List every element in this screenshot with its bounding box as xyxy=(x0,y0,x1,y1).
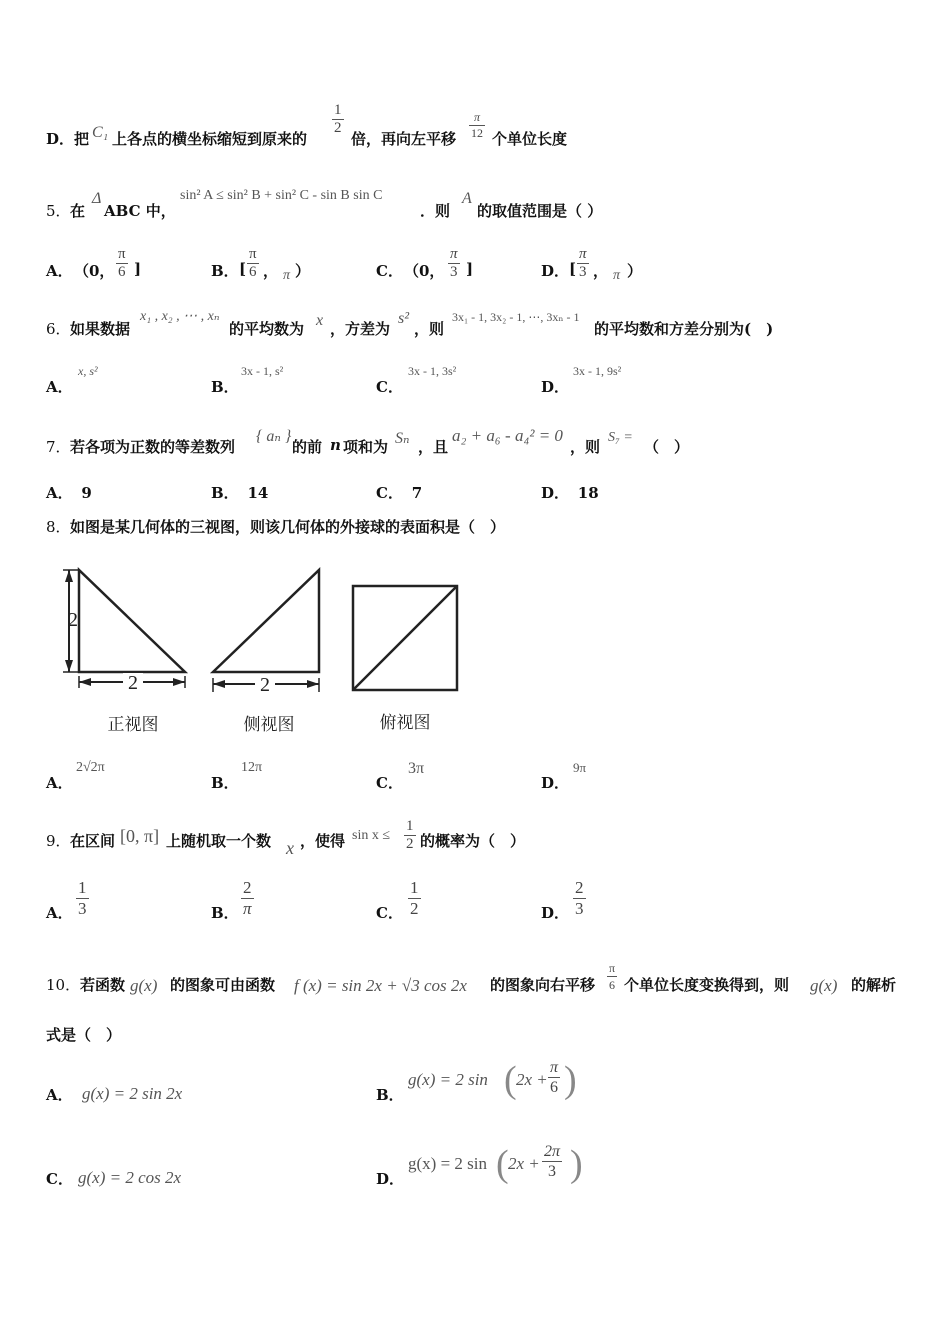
q6-number: 6． xyxy=(46,320,71,338)
q7-text-6: （ ） xyxy=(644,438,690,456)
fraction-denominator: 6 xyxy=(118,264,126,280)
q4-text-4: 个单位长度 xyxy=(492,130,568,148)
fraction-numerator: π xyxy=(249,246,257,262)
q7-condition: a₂ + a₆ - a₄² = 0 xyxy=(452,426,563,445)
q7-option-c[interactable] xyxy=(376,482,422,503)
option-fraction xyxy=(577,246,589,281)
q9-text-3: ，使得 xyxy=(300,832,346,850)
q6-text-3: ，方差为 xyxy=(330,320,391,338)
q9-text-4: 的概率为（ ） xyxy=(420,832,526,850)
q4-text-3: 倍，再向左平移 xyxy=(351,130,457,148)
option-label: C． xyxy=(376,378,403,396)
option-fraction xyxy=(573,878,586,919)
arrow-right xyxy=(307,680,319,688)
option-label: C． xyxy=(46,1170,73,1188)
q10-g2: g(x) xyxy=(810,976,838,995)
option-fraction xyxy=(542,1142,562,1181)
front-dim-h-label: 2 xyxy=(128,672,138,694)
option-pi: π xyxy=(283,268,291,283)
option-label: C． xyxy=(376,262,403,280)
q6-text-2: 的平均数为 xyxy=(229,320,305,338)
option-value: g(x) = 2 cos 2x xyxy=(78,1168,182,1187)
q7-text-2: 的前 xyxy=(292,438,323,456)
arrow-down xyxy=(65,660,73,672)
q7-sn: Sₙ xyxy=(395,430,410,447)
option-value: 3x - 1, s² xyxy=(241,364,284,378)
option-value: 2√2π xyxy=(76,760,105,775)
q10-text-1: 若函数 xyxy=(80,976,126,994)
fraction-denominator: 2 xyxy=(334,120,342,136)
q10-text-2: 的图象可由函数 xyxy=(170,976,276,994)
q6-mean: x xyxy=(316,312,324,329)
q6-data-transformed: 3x₁ - 1, 3x₂ - 1, ⋯, 3xₙ - 1 xyxy=(452,310,580,324)
option-open: [ xyxy=(239,260,247,278)
arrow-left xyxy=(79,678,91,686)
option-comma: ， xyxy=(263,262,279,280)
option-value: 14 xyxy=(247,484,269,502)
q9-condition: sin x ≤ xyxy=(352,828,391,843)
fraction-numerator: π xyxy=(550,1059,559,1076)
option-value: g(x) = 2 sin 2x xyxy=(82,1084,183,1103)
option-value: 3x - 1, 9s² xyxy=(573,364,622,378)
q7-s7: S₇ = xyxy=(608,430,633,445)
fraction-denominator: 3 xyxy=(575,899,584,918)
side-view-triangle xyxy=(213,570,319,672)
top-view-diagonal xyxy=(353,586,457,690)
side-dim-h-label: 2 xyxy=(260,674,270,696)
fraction-denominator: 12 xyxy=(471,126,483,140)
fraction-denominator: 6 xyxy=(249,264,257,280)
option-value: x, s² xyxy=(78,364,98,378)
option-label: A． xyxy=(46,1086,73,1104)
option-label: D． xyxy=(541,774,570,792)
q8-text: 如图是某几何体的三视图，则该几何体的外接球的表面积是（ ） xyxy=(70,518,506,536)
fraction-numerator: 2π xyxy=(544,1143,561,1160)
option-inner: 2x + xyxy=(508,1154,540,1173)
option-label: B． xyxy=(376,1086,404,1104)
arrow-right xyxy=(173,678,185,686)
q9-fraction xyxy=(404,818,416,853)
q7-option-a[interactable] xyxy=(46,482,92,503)
option-close: ） xyxy=(295,262,311,280)
option-open: [ xyxy=(569,260,577,278)
option-close: ] xyxy=(134,260,142,278)
option-value: 18 xyxy=(577,484,599,502)
option-label: A． xyxy=(46,378,73,396)
q9-text-1: 在区间 xyxy=(70,832,116,850)
option-fraction xyxy=(116,246,128,281)
option-label: D． xyxy=(541,904,570,922)
q6-variance: s² xyxy=(398,310,410,327)
option-label: D． xyxy=(541,262,570,280)
fraction-numerator: 1 xyxy=(334,102,342,118)
q7-n: n xyxy=(330,436,341,454)
option-value: 7 xyxy=(411,484,423,502)
q7-text-1: 若各项为正数的等差数列 xyxy=(70,438,236,456)
fraction-numerator: 2 xyxy=(241,878,254,899)
option-function: g(x) = 2 sin xyxy=(408,1070,488,1089)
option-fraction xyxy=(76,878,89,919)
q10-text-5: 的解析 xyxy=(851,976,897,994)
option-value: 9 xyxy=(81,484,92,502)
q6-text-1: 如果数据 xyxy=(70,320,131,338)
option-comma: ， xyxy=(593,262,609,280)
arrow-up xyxy=(65,570,73,582)
q10-shift-fraction xyxy=(607,960,617,993)
fraction-denominator: π xyxy=(243,899,252,918)
fraction-numerator: 2 xyxy=(575,878,584,897)
option-value: 3x - 1, 3s² xyxy=(408,364,457,378)
q5-number: 5． xyxy=(46,202,71,220)
fraction-numerator: π xyxy=(450,246,458,262)
q5-delta: Δ xyxy=(92,190,102,207)
option-pi: π xyxy=(613,268,621,283)
option-function: g(x) = 2 sin xyxy=(408,1154,487,1173)
option-label: D． xyxy=(541,378,570,396)
fraction-numerator: 1 xyxy=(78,878,87,897)
q6-text-5: 的平均数和方差分别为( ) xyxy=(594,320,774,338)
q10-text-3: 的图象向右平移 xyxy=(490,976,596,994)
q4-c1: C₁ xyxy=(92,124,109,141)
option-fraction xyxy=(408,878,421,919)
option-label: A． xyxy=(46,904,73,922)
arrow-left xyxy=(213,680,225,688)
option-fraction xyxy=(247,246,259,281)
fraction-denominator: 3 xyxy=(450,264,458,280)
option-label: A． xyxy=(46,262,73,280)
fraction-numerator: π xyxy=(579,246,587,262)
fraction-numerator: π xyxy=(118,246,126,262)
q10-f: f (x) = sin 2x + √3 cos 2x xyxy=(294,976,467,995)
option-label: B． xyxy=(211,484,239,502)
option-fraction xyxy=(448,246,460,281)
q4-text-2: 上各点的横坐标缩短到原来的 xyxy=(112,130,308,148)
q9-number: 9． xyxy=(46,832,71,850)
fraction-numerator: 1 xyxy=(410,878,419,897)
option-label: B． xyxy=(211,378,239,396)
option-label: D． xyxy=(376,1170,405,1188)
option-close: ] xyxy=(466,260,474,278)
paren-right: ) xyxy=(564,1059,577,1101)
option-label: D． xyxy=(541,484,570,502)
option-label: C． xyxy=(376,484,403,502)
q4-fraction-shift xyxy=(469,110,485,141)
option-label: C． xyxy=(376,904,403,922)
option-value: 3π xyxy=(408,760,425,777)
q4-fraction-half xyxy=(332,102,344,137)
q10-text-4: 个单位长度变换得到，则 xyxy=(624,976,790,994)
option-inner: 2x + xyxy=(516,1070,548,1089)
q5-angle-a: A xyxy=(462,190,472,207)
side-view-caption: 侧视图 xyxy=(243,715,295,735)
front-view-triangle xyxy=(79,570,185,672)
fraction-numerator: π xyxy=(469,110,485,126)
option-label: C． xyxy=(376,774,403,792)
top-view xyxy=(353,586,457,690)
option-label: A． xyxy=(46,774,73,792)
q10-number: 10． xyxy=(46,976,81,994)
fraction-denominator: 3 xyxy=(579,264,587,280)
q9-text-2: 上随机取一个数 xyxy=(166,832,272,850)
top-view-caption: 俯视图 xyxy=(379,713,431,733)
q5-text-1: 在 xyxy=(70,202,86,220)
fraction-denominator: 2 xyxy=(406,836,414,852)
fraction-denominator: 3 xyxy=(548,1163,556,1180)
option-label: B． xyxy=(211,904,239,922)
fraction-denominator: 2 xyxy=(410,899,419,918)
paren-left: ( xyxy=(496,1143,509,1185)
q5-text-2: ABC 中， xyxy=(104,202,176,220)
option-label: B． xyxy=(211,262,239,280)
option-close: ） xyxy=(627,262,643,280)
paren-right: ) xyxy=(570,1143,583,1185)
q7-text-5: ，则 xyxy=(570,438,601,456)
fraction-numerator: 1 xyxy=(406,818,414,834)
q9-x: x xyxy=(286,838,294,858)
option-fraction xyxy=(241,878,254,919)
q7-option-d[interactable] xyxy=(541,482,599,503)
option-value: 12π xyxy=(241,760,263,775)
option-open: （0， xyxy=(404,262,445,280)
q5-text-4: 的取值范围是（ ） xyxy=(477,202,603,220)
front-view xyxy=(63,570,185,688)
q7-number: 7． xyxy=(46,438,71,456)
q9-interval: [0, π] xyxy=(120,826,160,846)
q7-text-4: ，且 xyxy=(418,438,449,456)
paren-left: ( xyxy=(504,1059,517,1101)
q10-g: g(x) xyxy=(130,976,158,995)
fraction-denominator: 6 xyxy=(550,1079,558,1096)
q6-data: x₁ , x₂ , ⋯ , xₙ xyxy=(140,309,220,324)
option-open: （0， xyxy=(74,262,115,280)
q5-text-3: ．则 xyxy=(420,202,451,220)
three-view-figure xyxy=(55,560,475,740)
option-label: A． xyxy=(46,484,73,502)
fraction-numerator: π xyxy=(609,961,616,975)
q10-text-line2: 式是（ ） xyxy=(46,1026,122,1044)
q7-option-b[interactable] xyxy=(211,482,268,503)
fraction-denominator: 3 xyxy=(78,899,87,918)
q7-text-3: 项和为 xyxy=(343,438,389,456)
option-fraction xyxy=(548,1058,560,1097)
option-label: D． xyxy=(46,130,75,148)
q4-text-1: 把 xyxy=(74,130,90,148)
front-view-caption: 正视图 xyxy=(107,715,159,735)
front-dim-v-label: 2 xyxy=(68,609,78,631)
q8-number: 8． xyxy=(46,518,71,536)
q6-text-4: ，则 xyxy=(414,320,445,338)
fraction-denominator: 6 xyxy=(609,978,616,992)
q7-sequence: { aₙ } xyxy=(256,428,292,445)
option-label: B． xyxy=(211,774,239,792)
q5-condition: sin² A ≤ sin² B + sin² C - sin B sin C xyxy=(180,188,383,203)
option-value: 9π xyxy=(573,760,587,775)
